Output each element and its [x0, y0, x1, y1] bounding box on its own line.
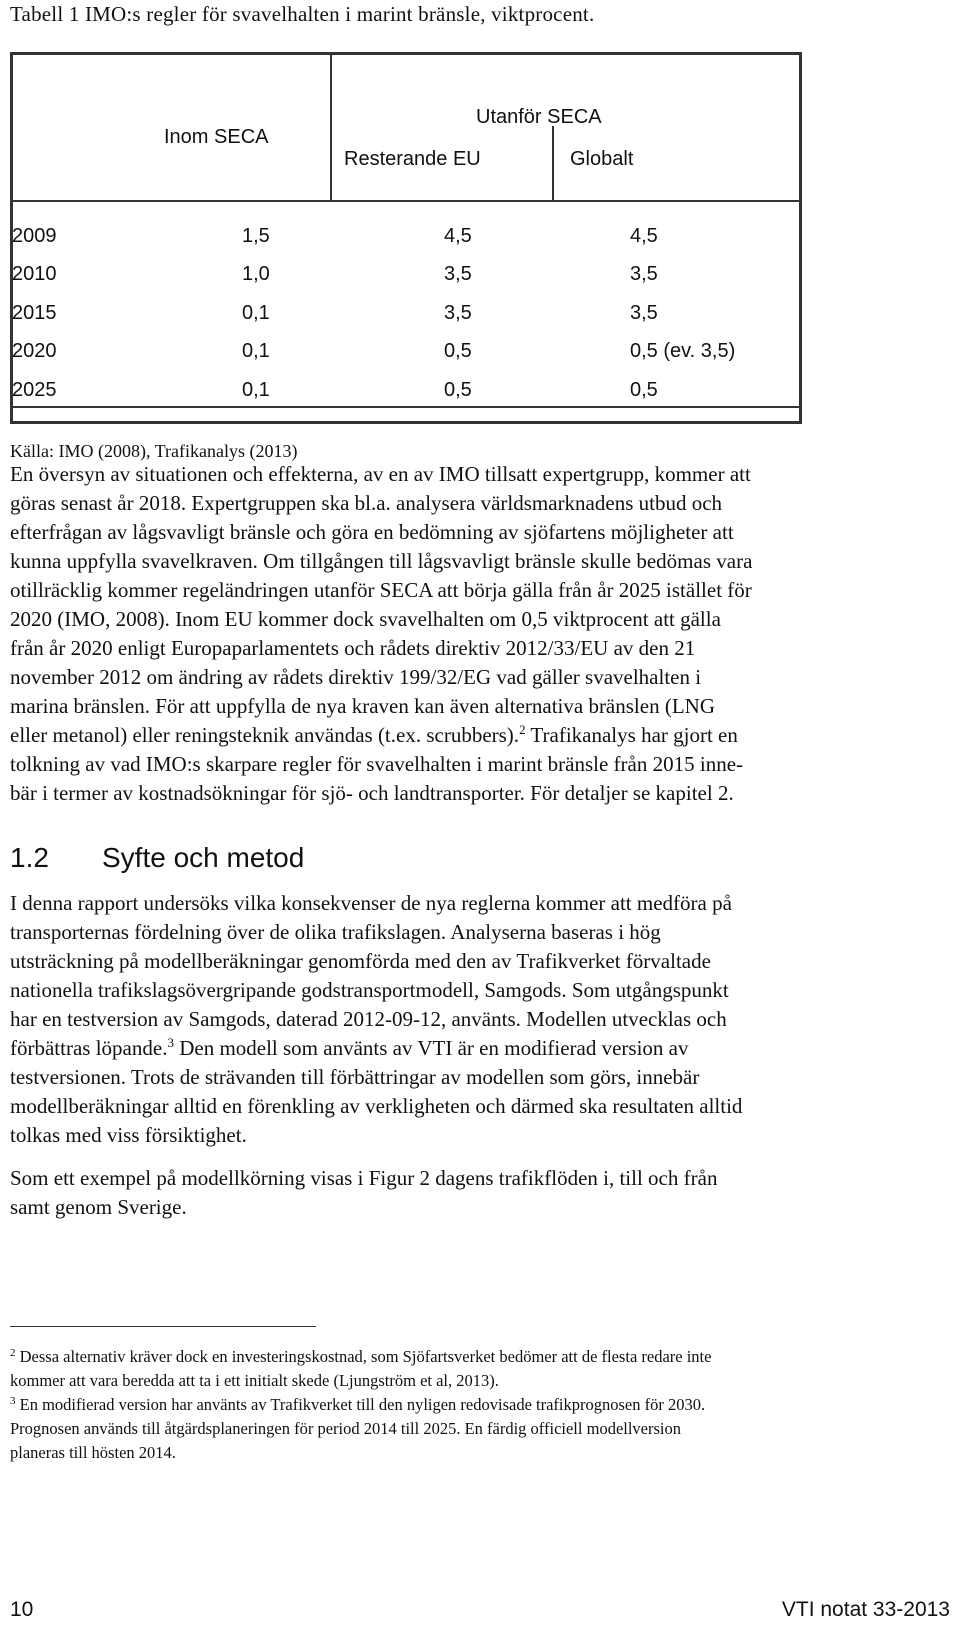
text-fragment: Dessa alternativ kräver dock en investeringskostnad, som Sjöfartsverket bedömer att de flesta redare inte — [15, 1347, 712, 1366]
cell-resterande-eu: 0,5 — [444, 379, 472, 401]
header-inom-seca: Inom SECA — [164, 126, 269, 148]
text-line — [10, 721, 935, 750]
footnote-ref-3[interactable]: 3 — [167, 1035, 174, 1050]
paragraph-imo-review — [10, 460, 935, 808]
text-line: efterfrågan av lågsvavligt bränsle och göra en bedömning av sjöfartens möjligheter att — [10, 520, 734, 544]
text-line: från år 2020 enligt Europaparlamentets och rådets direktiv 2012/33/EU av den 21 — [10, 636, 696, 660]
table-caption: Tabell 1 IMO:s regler för svavelhalten i marint bränsle, viktprocent. — [10, 2, 595, 26]
footnotes — [10, 1345, 940, 1465]
footnote-ref-2[interactable]: 2 — [519, 722, 526, 737]
table-row — [10, 340, 802, 378]
header-divider — [10, 200, 802, 202]
cell-inom-seca: 1,0 — [242, 263, 270, 285]
text-line: Som ett exempel på modellkörning visas i Figur 2 dagens trafikflöden i, till och från — [10, 1166, 718, 1190]
cell-resterande-eu: 4,5 — [444, 225, 472, 247]
table-row — [10, 263, 802, 301]
cell-inom-seca: 0,1 — [242, 302, 270, 324]
cell-resterande-eu: 3,5 — [444, 302, 472, 324]
text-line: samt genom Sverige. — [10, 1195, 187, 1219]
footnote-line: Prognosen används till åtgärdsplaneringen för period 2014 till 2025. En färdig officiell modellversion — [10, 1419, 682, 1438]
cell-globalt: 3,5 — [630, 302, 658, 324]
table-row — [10, 225, 802, 263]
cell-globalt: 3,5 — [630, 263, 658, 285]
text-line: göras senast år 2018. Expertgruppen ska bl.a. analysera världsmarknadens utbud och — [10, 491, 723, 515]
table-row — [10, 379, 802, 417]
text-line: I denna rapport undersöks vilka konsekvenser de nya reglerna kommer att medföra på — [10, 891, 732, 915]
text-line: En översyn av situationen och effekterna, av en av IMO tillsatt expertgrupp, kommer att — [10, 462, 751, 486]
section-heading — [10, 842, 304, 874]
cell-year: 2020 — [12, 340, 57, 362]
footnote-line — [10, 1393, 940, 1417]
page-number: 10 — [10, 1598, 34, 1621]
cell-inom-seca: 1,5 — [242, 225, 270, 247]
text-line: marina bränslen. För att uppfylla de nya kraven kan även alternativa bränslen (LNG — [10, 694, 715, 718]
cell-globalt: 4,5 — [630, 225, 658, 247]
cell-resterande-eu: 0,5 — [444, 340, 472, 362]
text-line: tolkning av vad IMO:s skarpare regler för svavelhalten i marint bränsle från 2015 inne- — [10, 752, 744, 776]
text-line: testversionen. Trots de strävanden till förbättringar av modellen som görs, innebär — [10, 1065, 700, 1089]
col-divider-eu — [552, 126, 554, 200]
text-line: tolkas med viss försiktighet. — [10, 1123, 247, 1147]
text-fragment: förbättras löpande. — [10, 1036, 168, 1060]
cell-year: 2025 — [12, 379, 57, 401]
section-number: 1.2 — [10, 842, 49, 873]
sulfur-limits-table — [10, 52, 802, 424]
cell-inom-seca: 0,1 — [242, 379, 270, 401]
cell-year: 2009 — [12, 225, 57, 247]
cell-globalt: 0,5 — [630, 379, 658, 401]
report-id: VTI notat 33-2013 — [781, 1598, 950, 1621]
footnote-mark: 2 — [10, 1347, 16, 1359]
cell-year: 2010 — [12, 263, 57, 285]
text-fragment: Den modell som använts av VTI är en modifierad version av — [173, 1036, 689, 1060]
text-fragment: En modifierad version har använts av Trafikverket till den nyligen redovisade trafikprognosen för 2030. — [15, 1395, 706, 1414]
text-line: november 2012 om ändring av rådets direktiv 199/32/EG vad gäller svavelhalten i — [10, 665, 702, 689]
text-fragment: eller metanol) eller reningsteknik användas (t.ex. scrubbers). — [10, 723, 520, 747]
footnote-line — [10, 1345, 940, 1369]
text-line: otillräcklig kommer regeländringen utanför SECA att börja gälla från år 2025 istället för — [10, 578, 752, 602]
text-line: modellberäkningar alltid en förenkling av verkligheten och därmed ska resultaten alltid — [10, 1094, 743, 1118]
text-line — [10, 1034, 935, 1063]
cell-globalt: 0,5 (ev. 3,5) — [630, 340, 736, 362]
text-line: 2020 (IMO, 2008). Inom EU kommer dock svavelhalten om 0,5 viktprocent att gälla — [10, 607, 721, 631]
text-line: transporternas fördelning över de olika trafikslagen. Analyserna baseras i hög — [10, 920, 661, 944]
text-line: kunna uppfylla svavelkraven. Om tillgången till lågsvavligt bränsle skulle bedömas vara — [10, 549, 753, 573]
text-fragment: Trafikanalys har gjort en — [525, 723, 738, 747]
text-line: har en testversion av Samgods, daterad 2012-09-12, använts. Modellen utvecklas och — [10, 1007, 727, 1031]
table-row — [10, 302, 802, 340]
paragraph-example — [10, 1164, 935, 1222]
text-line: nationella trafikslagsövergripande godstransportmodell, Samgods. Som utgångspunkt — [10, 978, 729, 1002]
cell-inom-seca: 0,1 — [242, 340, 270, 362]
section-title: Syfte och metod — [102, 842, 305, 873]
cell-year: 2015 — [12, 302, 57, 324]
paragraph-purpose-method — [10, 889, 935, 1150]
footnote-separator — [10, 1326, 316, 1327]
cell-resterande-eu: 3,5 — [444, 263, 472, 285]
footnote-line: planeras till hösten 2014. — [10, 1443, 176, 1462]
header-utanfor-seca: Utanför SECA — [476, 106, 602, 128]
footnote-mark: 3 — [10, 1395, 16, 1407]
table-source: Källa: IMO (2008), Trafikanalys (2013) — [10, 441, 298, 461]
header-globalt: Globalt — [570, 148, 634, 170]
header-resterande-eu: Resterande EU — [344, 148, 481, 170]
footnote-line: kommer att vara beredda att ta i ett initialt skede (Ljungström et al, 2013). — [10, 1371, 499, 1390]
col-divider-inom — [330, 52, 332, 200]
text-line: utsträckning på modellberäkningar genomförda med den av Trafikverket förvaltade — [10, 949, 711, 973]
text-line: bär i termer av kostnadsökningar för sjö- och landtransporter. För detaljer se kapitel 2. — [10, 781, 734, 805]
